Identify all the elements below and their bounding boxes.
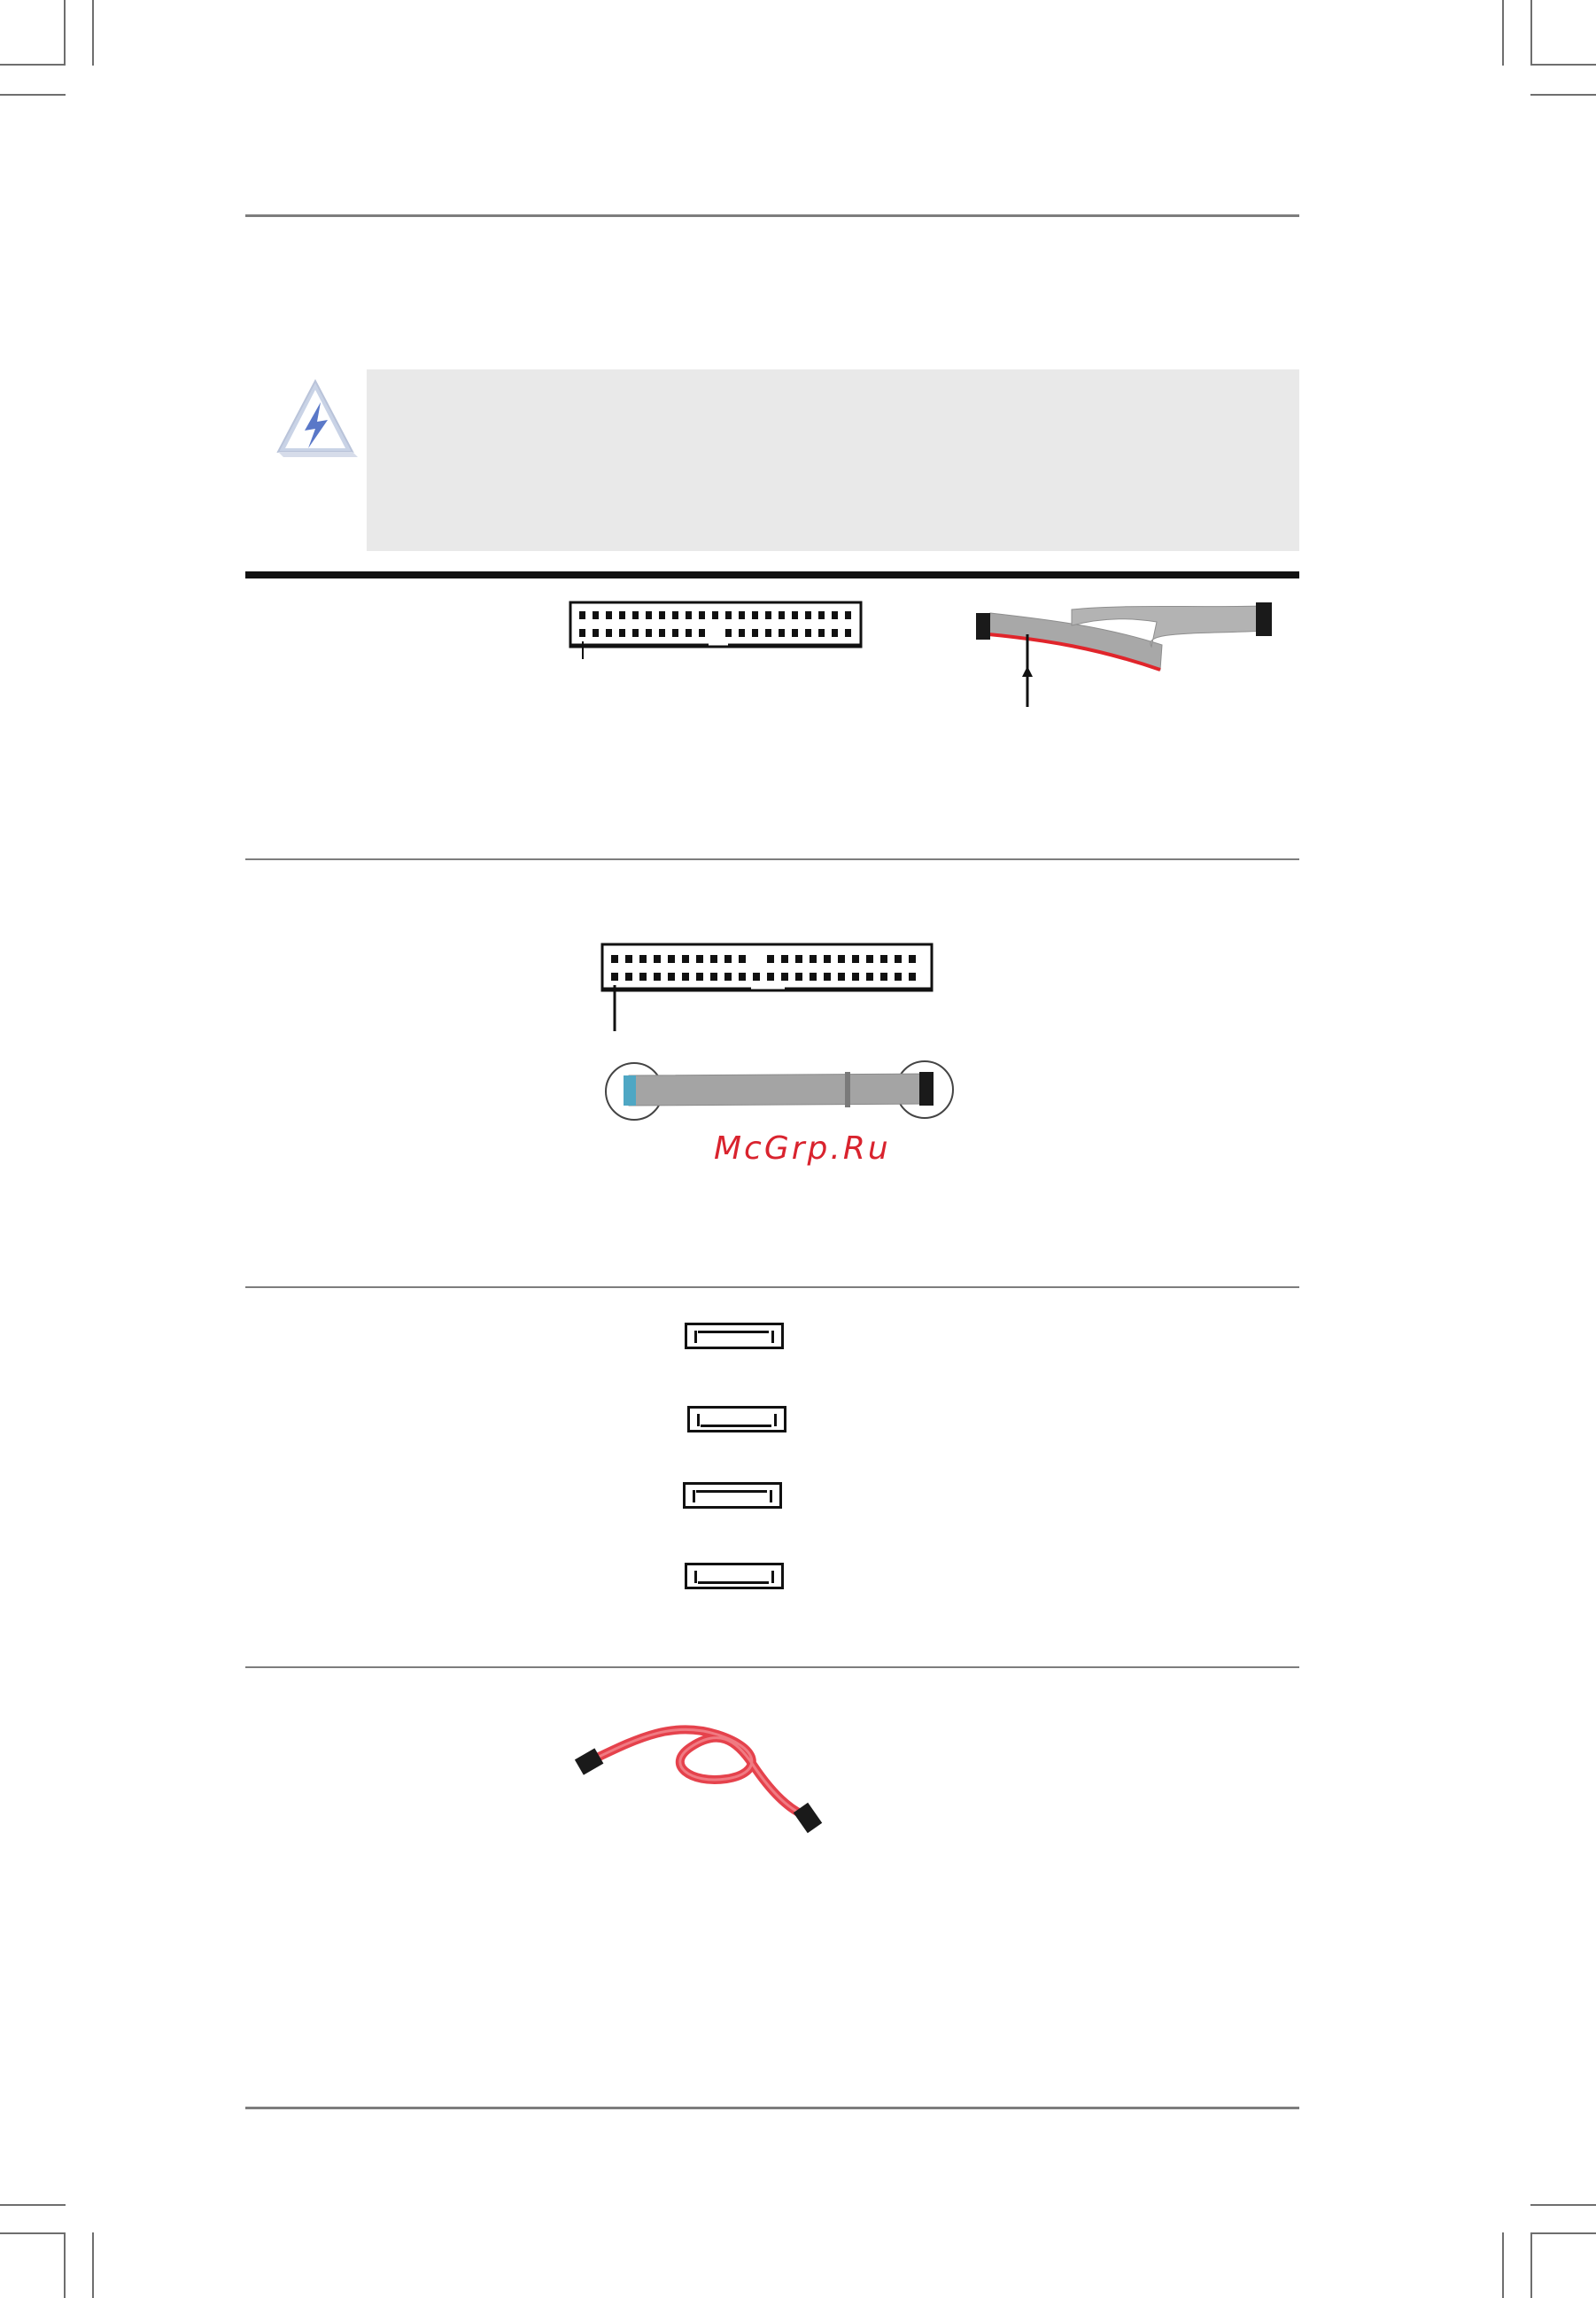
section-rule-1: [245, 858, 1299, 860]
sata-connector-2: [687, 1406, 786, 1432]
crop-mark-bottom-right-h2: [1530, 2232, 1596, 2234]
crop-mark-top-left-v2: [64, 0, 66, 66]
ide-header-diagram: [567, 599, 864, 661]
watermark-text: McGrp.Ru: [714, 1130, 891, 1167]
crop-mark-bottom-left-v: [64, 2232, 66, 2298]
header-rule: [245, 214, 1299, 217]
footer-rule: [245, 2107, 1299, 2109]
crop-mark-top-left-v: [92, 0, 94, 66]
floppy-header-diagram: [599, 941, 935, 1035]
crop-mark-bottom-right-v: [1502, 2232, 1504, 2298]
crop-mark-top-right-h2: [1530, 94, 1596, 96]
sata-connector-1: [685, 1323, 784, 1349]
crop-mark-top-right-v2: [1530, 0, 1532, 66]
floppy-ribbon-cable-image: [602, 1056, 957, 1122]
section-rule-thick: [245, 571, 1299, 578]
section-rule-2: [245, 1286, 1299, 1288]
ide-ribbon-cable-image: [974, 595, 1281, 719]
section-rule-3: [245, 1666, 1299, 1668]
crop-mark-top-left-h: [0, 64, 66, 66]
crop-mark-bottom-right-h: [1530, 2204, 1596, 2206]
crop-mark-top-right-v: [1502, 0, 1504, 66]
crop-mark-bottom-left-v2: [92, 2232, 94, 2298]
sata-connector-4: [685, 1563, 784, 1589]
crop-mark-top-right-h: [1530, 64, 1596, 66]
sata-cable-image: [567, 1703, 833, 1841]
crop-mark-top-left-h2: [0, 94, 66, 96]
warning-note-box: [367, 369, 1299, 551]
crop-mark-bottom-right-v2: [1530, 2232, 1532, 2298]
crop-mark-bottom-left-h2: [0, 2232, 66, 2234]
sata-connector-3: [683, 1482, 782, 1509]
warning-icon: [266, 372, 365, 468]
crop-mark-bottom-left-h: [0, 2204, 66, 2206]
